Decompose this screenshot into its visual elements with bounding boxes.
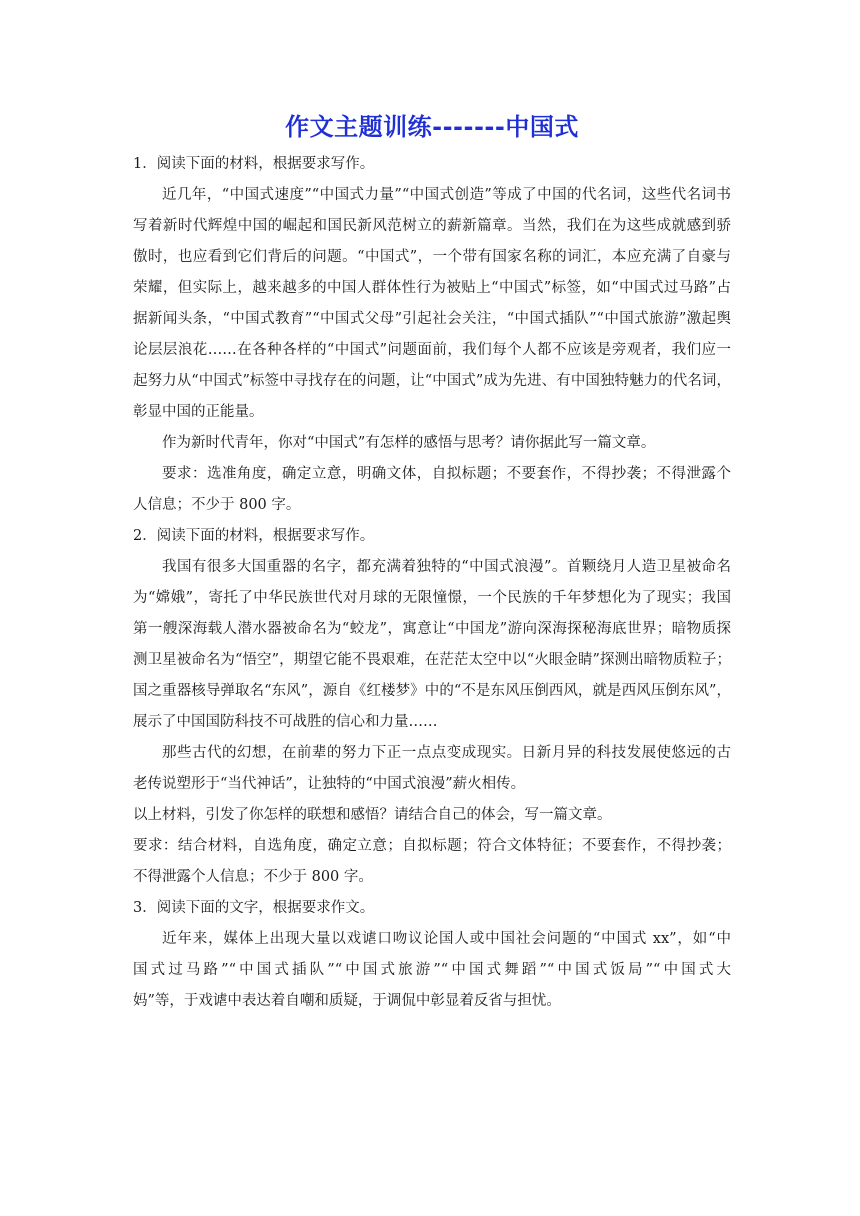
paragraph-line: 妈”等，于戏谑中表达着自嘲和质疑，于调侃中彰显着反省与担忧。 — [133, 993, 561, 1009]
question-3-material — [133, 924, 731, 1017]
question-1-heading: 1．阅读下面的材料，根据要求写作。 — [133, 156, 375, 172]
document-title: 作文主题训练-------中国式 — [285, 113, 579, 141]
paragraph-line: 荣耀，但实际上，越来越多的中国人群体性行为被贴上“中国式”标签，如“中国式过马路”占 — [133, 280, 731, 296]
question-2-heading: 2．阅读下面的材料，根据要求写作。 — [133, 528, 375, 544]
requirement-line: 不得泄露个人信息；不少于 800 字。 — [133, 869, 373, 885]
paragraph-line: 第一艘深海载人潜水器被命名为“蛟龙”，寓意让“中国龙”游向深海探秘海底世界；暗物质探 — [133, 621, 731, 637]
requirement-line: 人信息；不少于 800 字。 — [133, 497, 301, 513]
requirement-line: 要求：选准角度，确定立意，明确文体，自拟标题；不要套作，不得抄袭；不得泄露个 — [162, 466, 731, 482]
requirement-line: 要求：结合材料，自选角度，确定立意；自拟标题；符合文体特征；不要套作，不得抄袭； — [133, 838, 731, 854]
paragraph-line: 彰显中国的正能量。 — [133, 404, 264, 420]
question-2-requirements — [133, 831, 731, 893]
question-2-prompt: 以上材料，引发了你怎样的联想和感悟？请结合自己的体会，写一篇文章。 — [133, 807, 612, 823]
paragraph-line: 近年来，媒体上出现大量以戏谑口吻议论国人或中国社会问题的“中国式 xx”，如“中 — [162, 931, 731, 947]
question-2-material — [133, 552, 731, 738]
paragraph-line: 国式过马路”“中国式插队”“中国式旅游”“中国式舞蹈”“中国式饭局”“中国式大 — [133, 962, 731, 978]
question-1 — [133, 149, 731, 521]
paragraph-line: 我国有很多大国重器的名字，都充满着独特的“中国式浪漫”。首颗绕月人造卫星被命名 — [162, 559, 731, 575]
paragraph-line: 为“嫦娥”，寄托了中华民族世代对月球的无限憧憬，一个民族的千年梦想化为了现实；我国 — [133, 590, 731, 606]
paragraph-line: 老传说塑形于“当代神话”，让独特的“中国式浪漫”薪火相传。 — [133, 776, 526, 792]
paragraph-line: 起努力从“中国式”标签中寻找存在的问题，让“中国式”成为先进、有中国独特魅力的代名词， — [133, 373, 731, 389]
question-1-material — [133, 180, 731, 428]
paragraph-line: 论层层浪花……在各种各样的“中国式”问题面前，我们每个人都不应该是旁观者，我们应一 — [133, 342, 731, 358]
question-1-prompt: 作为新时代青年，你对“中国式”有怎样的感悟与思考？请你据此写一篇文章。 — [162, 435, 656, 451]
paragraph-line: 那些古代的幻想，在前辈的努力下正一点点变成现实。日新月异的科技发展使悠远的古 — [162, 745, 731, 761]
document-page — [133, 105, 731, 1017]
paragraph-line: 傲时，也应看到它们背后的问题。“中国式”，一个带有国家名称的词汇，本应充满了自豪与 — [133, 249, 731, 265]
paragraph-line: 展示了中国国防科技不可战胜的信心和力量…… — [133, 714, 438, 730]
question-2 — [133, 521, 731, 893]
question-1-requirements — [133, 459, 731, 521]
paragraph-line: 近几年，“中国式速度”“中国式力量”“中国式创造”等成了中国的代名词，这些代名词书 — [162, 187, 731, 203]
paragraph-line: 写着新时代辉煌中国的崛起和国民新风范树立的薪新篇章。当然，我们在为这些成就感到骄 — [133, 218, 731, 234]
paragraph-line: 据新闻头条，“中国式教育”“中国式父母”引起社会关注，“中国式插队”“中国式旅游”激起舆 — [133, 311, 731, 327]
paragraph-line: 测卫星被命名为“悟空”，期望它能不畏艰难，在茫茫太空中以“火眼金睛”探测出暗物质粒子； — [133, 652, 731, 668]
question-2-material-2 — [133, 738, 731, 800]
paragraph-line: 国之重器核导弹取名“东风”，源自《红楼梦》中的“不是东风压倒西风，就是西风压倒东风”， — [133, 683, 731, 699]
question-3-heading: 3．阅读下面的文字，根据要求作文。 — [133, 900, 375, 916]
question-3 — [133, 893, 731, 1017]
